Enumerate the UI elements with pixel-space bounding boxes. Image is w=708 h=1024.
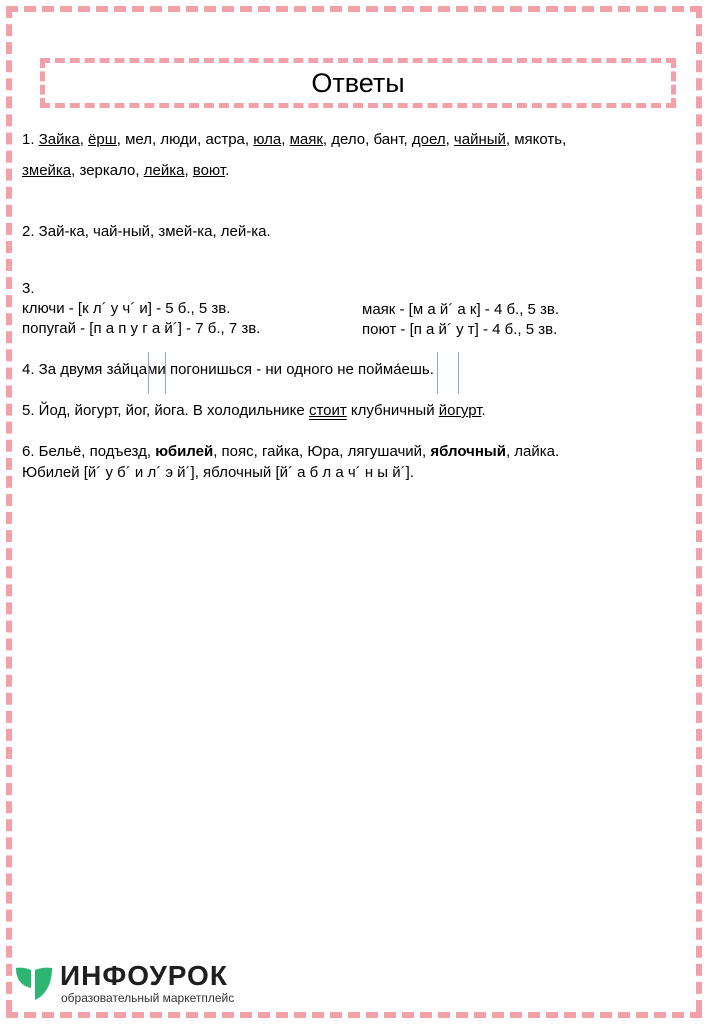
- bold-word: юбилей: [155, 443, 214, 460]
- marked-word: маяк: [289, 131, 323, 148]
- answer-1-line-1: [22, 131, 566, 149]
- page-border-right: [696, 6, 702, 1012]
- text-run: ,: [79, 131, 89, 148]
- text-run: , дело, бант,: [322, 131, 412, 148]
- answer-5: [22, 402, 486, 420]
- answer-3-right-2: поют - [п а й´ у т] - 4 б., 5 зв.: [362, 321, 558, 338]
- answer-6-line-2: Юбилей [й´ у б´ и л´ э й´], яблочный [й´ а б л а ч´ н ы й´].: [22, 464, 414, 481]
- infourok-logo: [14, 960, 304, 1008]
- text-run: , пояс, гайка, Юра, лягушачий,: [213, 443, 431, 460]
- text-run: .: [481, 402, 486, 419]
- text-run: 1.: [22, 131, 39, 148]
- page-title: Ответы: [311, 67, 405, 98]
- marked-word: воют: [192, 162, 226, 179]
- page-border-bottom: [6, 1012, 702, 1018]
- title-frame: [40, 58, 676, 108]
- answer-6-line-1: [22, 443, 559, 461]
- marked-word: лейка: [143, 162, 185, 179]
- text-run: ,: [184, 162, 193, 179]
- logo-subtitle: образовательный маркетплейс: [61, 991, 235, 1005]
- answer-3-left-2: попугай - [п а п у г а й´] - 7 б., 7 зв.: [22, 320, 261, 337]
- text-run: 4. За двумя за́йцами погонишься - ни одного не пойма́ешь.: [22, 361, 434, 378]
- page-border-left: [6, 6, 12, 1012]
- answer-3-number: 3.: [22, 280, 35, 297]
- morpheme-mark: [148, 352, 149, 394]
- text-run: , мякоть,: [505, 131, 567, 148]
- bold-word: яблочный: [430, 443, 506, 460]
- marked-word: юла: [253, 131, 282, 148]
- text-run: .: [225, 162, 230, 179]
- marked-word: стоит: [308, 402, 347, 419]
- marked-word: Зайка: [38, 131, 80, 148]
- text-run: 5. Йод, йогурт, йог, йога. В холодильнике: [22, 402, 309, 419]
- text-run: ,: [445, 131, 454, 148]
- answer-2: 2. Зай-ка, чай-ный, змей-ка, лей-ка.: [22, 223, 271, 240]
- answer-1-line-2: [22, 162, 229, 180]
- marked-word: ёрш: [88, 131, 117, 148]
- text-run: 6. Бельё, подъезд,: [22, 443, 156, 460]
- marked-word: чайный: [453, 131, 506, 148]
- logo-name: ИНФОУРОК: [60, 960, 228, 991]
- answer-4: [22, 361, 434, 379]
- text-run: , лайка.: [505, 443, 560, 460]
- marked-word: змейка: [22, 162, 72, 179]
- text-run: , зеркало,: [71, 162, 144, 179]
- text-run: клубничный: [346, 402, 439, 419]
- morpheme-mark: [458, 352, 459, 394]
- morpheme-mark: [165, 352, 166, 394]
- page-border-top: [6, 6, 702, 12]
- answer-3-left-1: ключи - [к л´ у ч´ и] - 5 б., 5 зв.: [22, 300, 231, 317]
- morpheme-mark: [437, 352, 438, 394]
- text-run: ,: [281, 131, 290, 148]
- marked-word: доел: [411, 131, 446, 148]
- infourok-leaf-icon: [14, 962, 54, 1002]
- marked-word: йогурт: [438, 402, 482, 419]
- text-run: , мел, люди, астра,: [116, 131, 254, 148]
- answer-3-right-1: маяк - [м а й´ а к] - 4 б., 5 зв.: [362, 301, 560, 318]
